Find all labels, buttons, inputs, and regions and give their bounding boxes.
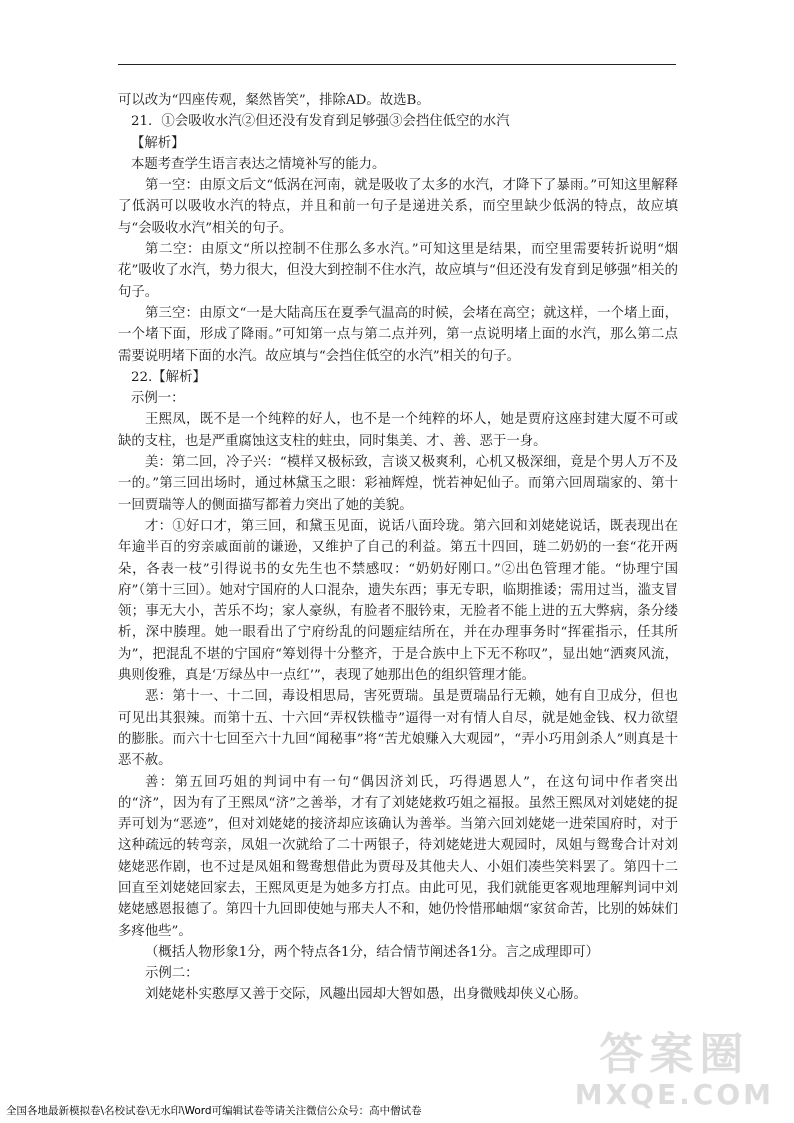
paragraph: （概括人物形象1分，两个特点各1分，结合情节阐述各1分。言之成理即可）: [145, 944, 600, 960]
paragraph: 可以改为“四座传观，粲然皆笑”，排除AD。故选B。: [118, 93, 430, 108]
paragraph: 21．①会吸收水汽②但还没有发育到足够强③会挡住低空的水汽: [131, 114, 510, 130]
paragraph: 本题考查学生语言表达之情境补写的能力。: [131, 156, 386, 172]
watermark-bottom: MXQE.COM: [574, 1078, 774, 1111]
paragraph: 示例一：: [131, 391, 185, 407]
paragraph: 善：第五回巧姐的判词中有一句“偶因济刘氏，巧得遇恩人”，在这句词中作者突出的“济”，因为有了王熙凤“济”之善举，才有了刘姥姥救巧姐之福报。虽然王熙凤对刘姥姥的捉弄可划为“恶迹”，但对刘姥姥的接济却应该确认为善举。当第六回刘姥姥一进荣国府时，对于这种疏远的转弯亲，凤姐一次就给了二十两银子，待刘姥姥进大观园时，凤姐与鸳鸯合计对刘姥姥恶作剧，也不过是凤姐和鸳鸯想借此为贾母及其他夫人、小姐们凑些笑料罢了。第四十二回直至刘姥姥回家去，王熙凤更是为她多方打点。由此可见，我们就能更客观地理解判词中刘姥姥感恩报德了。第四十九回即使她与邢夫人不和，她仍怜惜邢岫烟“家贫命苦，比别的姊妹们多疼他些”。: [118, 774, 678, 939]
paragraph: 第一空：由原文后文“低涡在河南，就是吸收了太多的水汽，才降下了暴雨。”可知这里解释了低涡可以吸收水汽的特点，并且和前一句子是递进关系，而空里缺少低涡的特点，故应填与“会吸收水汽”相关的句子。: [118, 178, 678, 236]
paragraph: 示例二：: [145, 966, 199, 982]
paragraph: 【解析】: [131, 135, 185, 151]
watermark-logo: [575, 1030, 774, 1110]
footer-note: 全国各地最新模拟卷\名校试卷\无水印\Word可编辑试卷等请关注微信公众号：高中僧试卷: [6, 1105, 422, 1117]
paragraph: 22.【解析】: [131, 369, 206, 385]
watermark-top: 答案圈: [599, 1029, 750, 1080]
paragraph: 才：①好口才，第三回，和黛玉见面，说话八面玲珑。第六回和刘姥姥说话，既表现出在年逾半百的穷亲戚面前的谦逊，又维护了自己的利益。第五十四回，琏二奶奶的一套“花开两朵，各表一枝”引得说书的女先生也不禁感叹：“奶奶好刚口。”②出色管理才能。“协理宁国府”（第十三回）。她对宁国府的人口混杂，遗失东西；事无专职，临期推诿；需用过当，滥支冒领；事无大小，苦乐不均；家人豪纵，有脸者不服钤束，无脸者不能上进的五大弊病，条分缕析，深中腠理。她一眼看出了宁府纷乱的问题症结所在，并在办理事务时“挥霍指示，任其所为”，把混乱不堪的宁国府“筹划得十分整齐，于是合族中上下无不称叹”，显出她“洒爽风流，典则俊雅，真是‘万绿丛中一点红’”，表现了她那出色的组织管理才能。: [118, 518, 678, 684]
paragraph: 第二空：由原文“所以控制不住那么多水汽。”可知这里是结果，而空里需要转折说明“烟花”吸收了水汽，势力很大，但没大到控制不住水汽，故应填与“但还没有发育到足够强”相关的句子。: [118, 242, 678, 300]
paragraph: 恶：第十一、十二回，毒设相思局，害死贾瑞。虽是贾瑞品行无赖，她有自卫成分，但也可见出其狠辣。而第十五、十六回“弄权铁槛寺”逼得一对有情人自尽，就是她金钱、权力欲望的膨胀。而六十七回至六十九回“闻秘事”将“苦尤娘赚入大观园”，“弄小巧用剑杀人”则真是十恶不赦。: [118, 689, 678, 769]
document-body: [118, 90, 678, 1006]
paragraph: 王熙凤，既不是一个纯粹的好人，也不是一个纯粹的坏人，她是贾府这座封建大厦不可或缺的支柱，也是严重腐蚀这支柱的蛀虫，同时集美、才、善、恶于一身。: [118, 412, 678, 449]
header-rule: [118, 64, 676, 65]
paragraph: 刘姥姥朴实憨厚又善于交际，风趣出园却大智如愚，出身微贱却侠义心肠。: [145, 987, 587, 1003]
paragraph: 第三空：由原文“一是大陆高压在夏季气温高的时候，会堵在高空；就这样，一个堵上面，一个堵下面，形成了降雨。”可知第一点与第二点并列，第一点说明堵上面的水汽，那么第二点需要说明堵下面的水汽。故应填与“会挡住低空的水汽”相关的句子。: [118, 305, 678, 364]
paragraph: 美：第二回，冷子兴：“模样又极标致，言谈又极爽利，心机又极深细，竟是个男人万不及一的。”第三回出场时，通过林黛玉之眼：彩袖辉煌，恍若神妃仙子。而第六回周瑞家的、第十一回贾瑞等人的侧面描写都着力突出了她的美貌。: [118, 455, 678, 513]
